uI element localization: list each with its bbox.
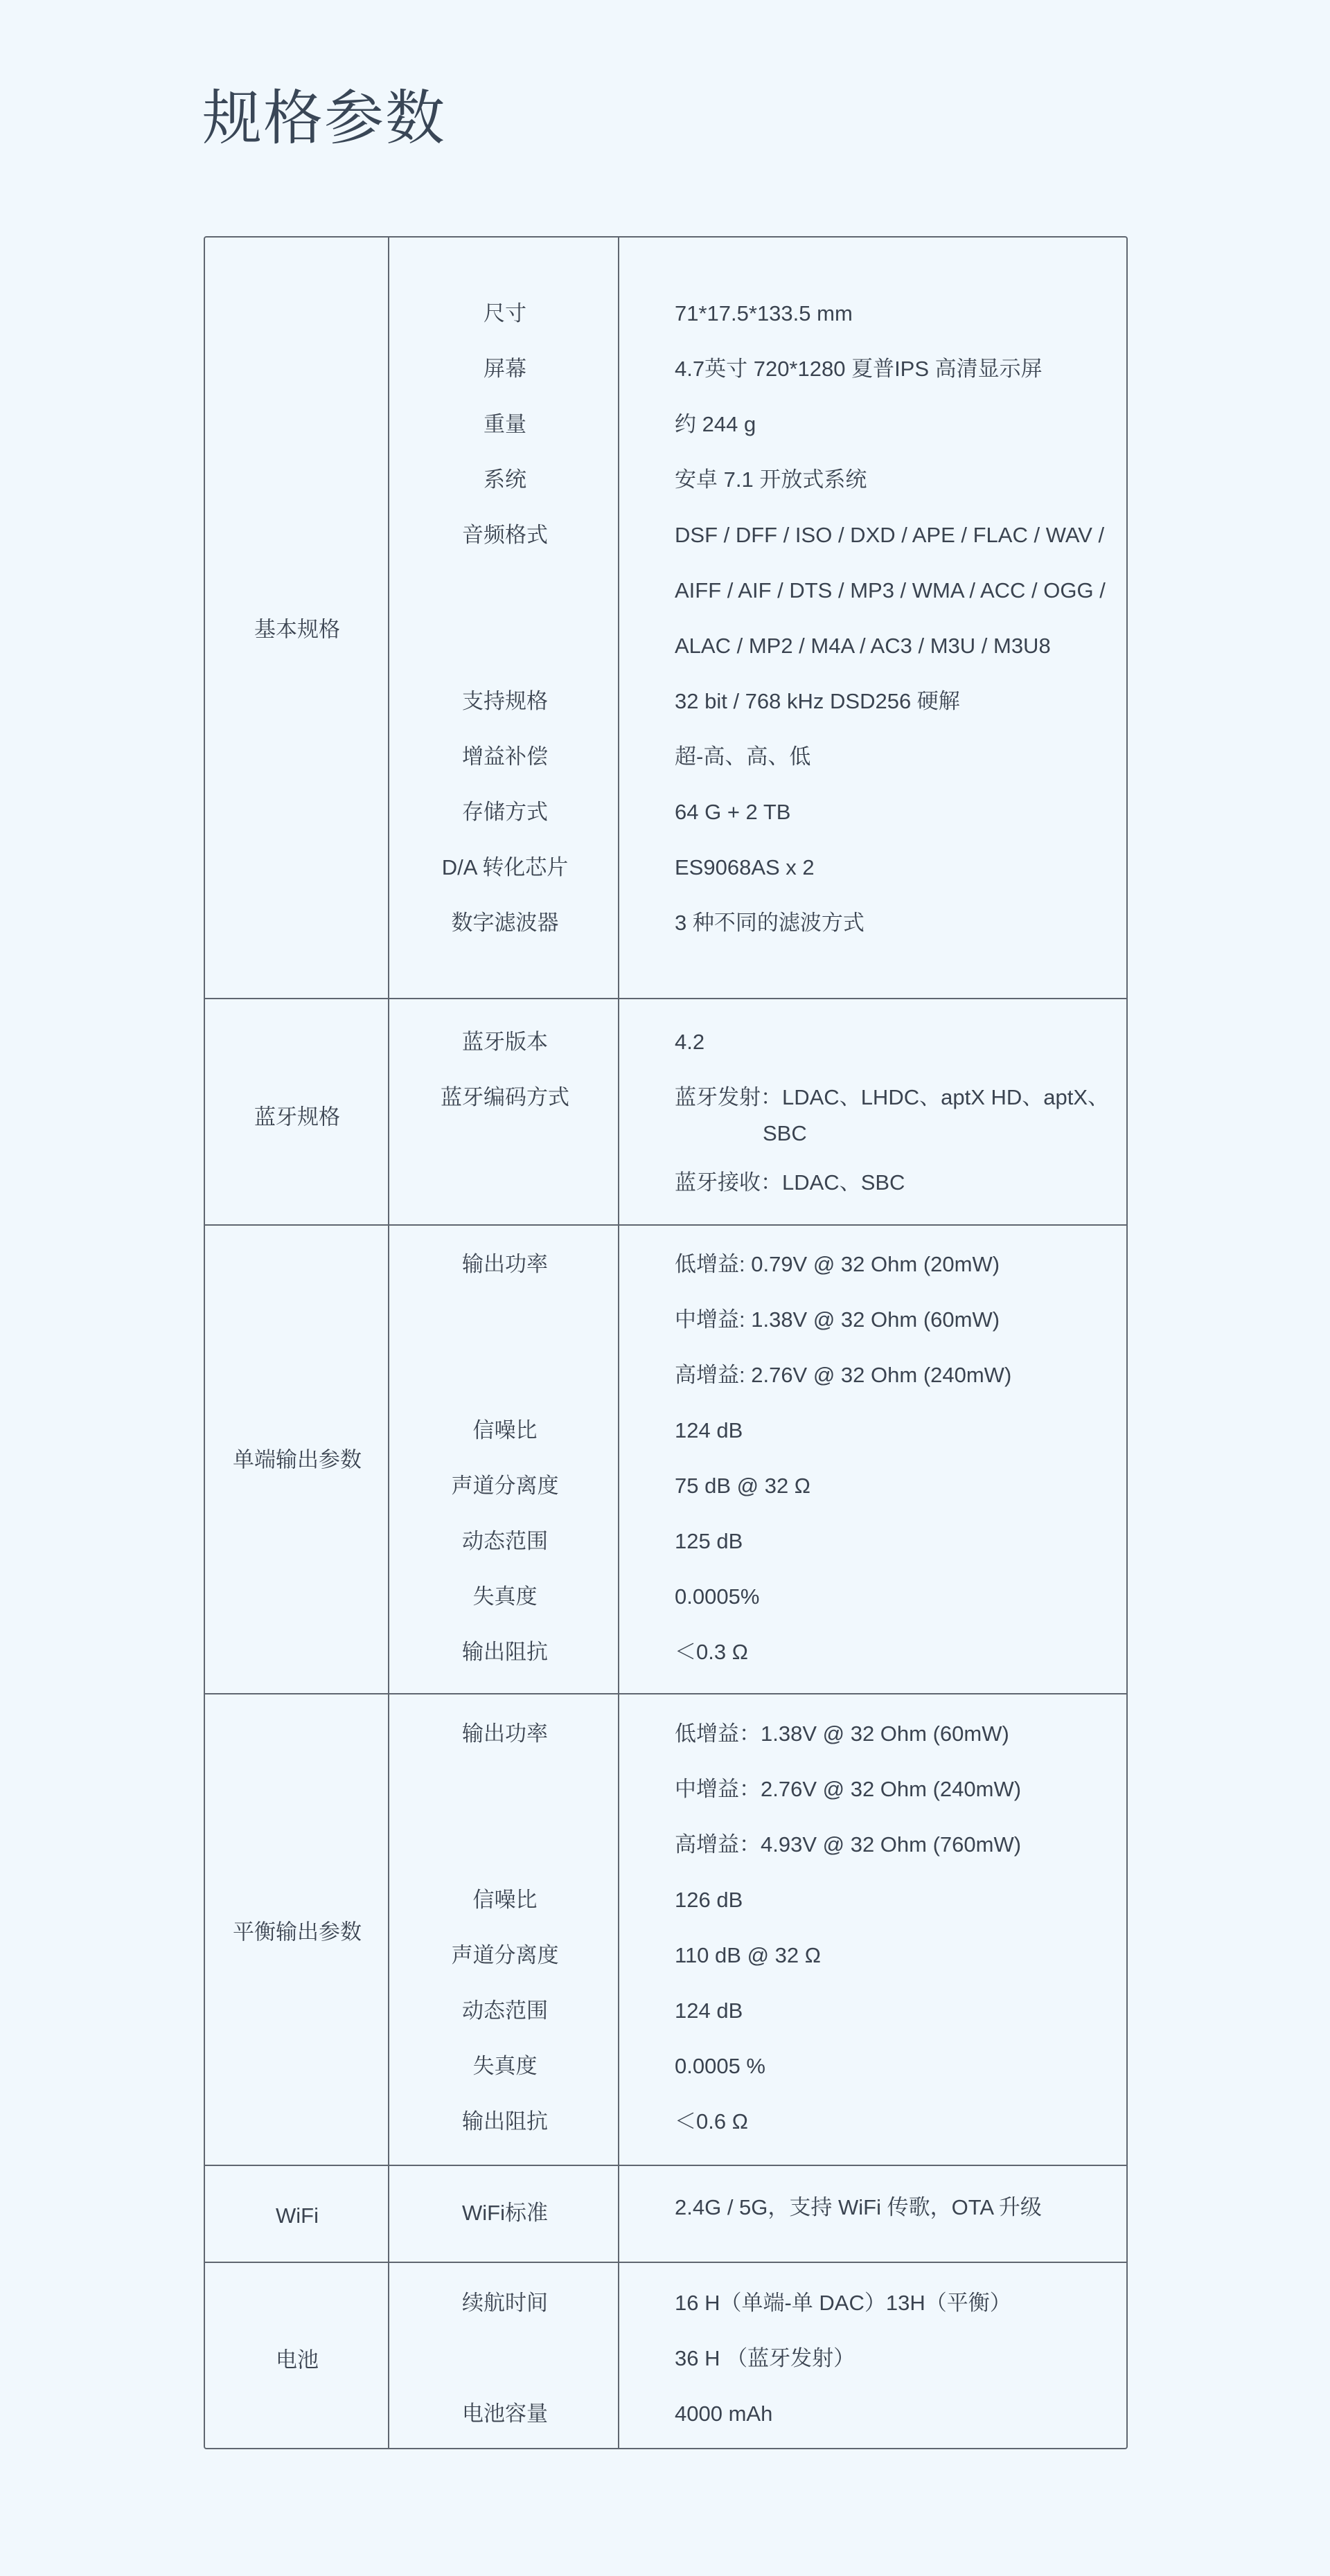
section-divider: [205, 998, 1126, 999]
spec-label: 声道分离度: [451, 1943, 559, 1967]
spec-label: 输出阻抗: [462, 2109, 548, 2134]
column-divider: [388, 238, 389, 2448]
spec-value-wrap: SBC: [763, 1121, 807, 1145]
spec-label: 系统: [484, 467, 526, 492]
spec-value: 124 dB: [675, 1418, 743, 1442]
spec-value: 中增益：2.76V @ 32 Ohm (240mW): [675, 1777, 1022, 1801]
spec-value: 约 244 g: [675, 412, 756, 436]
spec-value: ALAC / MP2 / M4A / AC3 / M3U / M3U8: [675, 634, 1051, 658]
spec-label: 重量: [484, 412, 526, 436]
spec-label: 失真度: [472, 2054, 538, 2078]
spec-label: WiFi标准: [462, 2201, 548, 2225]
spec-label: 失真度: [472, 1584, 538, 1609]
category-balanced: 平衡输出参数: [233, 1920, 362, 1944]
spec-label: 声道分离度: [451, 1474, 559, 1498]
spec-label: 蓝牙版本: [462, 1030, 548, 1054]
spec-value: 71*17.5*133.5 mm: [675, 301, 853, 325]
spec-value: 蓝牙接收：LDAC、SBC: [675, 1170, 905, 1195]
section-divider: [205, 2165, 1126, 2166]
spec-label: 电池容量: [462, 2401, 548, 2426]
spec-value: ＜0.3 Ω: [675, 1640, 748, 1664]
spec-value: ＜0.6 Ω: [675, 2109, 748, 2134]
spec-value: 75 dB @ 32 Ω: [675, 1474, 810, 1498]
spec-value: DSF / DFF / ISO / DXD / APE / FLAC / WAV /: [675, 523, 1105, 547]
spec-value: 125 dB: [675, 1529, 743, 1553]
spec-label: 输出阻抗: [462, 1640, 548, 1664]
spec-value: 110 dB @ 32 Ω: [675, 1943, 821, 1967]
spec-value: 3 种不同的滤波方式: [675, 911, 864, 935]
spec-value: 36 H （蓝牙发射）: [675, 2346, 855, 2370]
spec-value: 32 bit / 768 kHz DSD256 硬解: [675, 689, 960, 713]
spec-label: 信噪比: [472, 1888, 538, 1912]
spec-table: [204, 236, 1128, 2449]
spec-label: 数字滤波器: [451, 911, 559, 935]
spec-value: 126 dB: [675, 1888, 743, 1912]
spec-label: 动态范围: [462, 1998, 548, 2023]
spec-label: 输出功率: [462, 1721, 548, 1746]
spec-value: 64 G + 2 TB: [675, 800, 791, 824]
spec-value: 高增益：4.93V @ 32 Ohm (760mW): [675, 1832, 1022, 1857]
category-single-ended: 单端输出参数: [233, 1447, 362, 1472]
spec-value: 124 dB: [675, 1998, 743, 2023]
spec-value: 0.0005%: [675, 1584, 760, 1609]
spec-value-continued: [675, 1120, 1118, 1147]
spec-label: 输出功率: [462, 1252, 548, 1276]
spec-value: ES9068AS x 2: [675, 855, 815, 879]
spec-label: 续航时间: [462, 2291, 548, 2315]
section-divider: [205, 1224, 1126, 1226]
spec-value: 中增益: 1.38V @ 32 Ohm (60mW): [675, 1307, 1000, 1332]
spec-label: 增益补偿: [462, 744, 548, 769]
category-basic: 基本规格: [254, 617, 340, 642]
category-bluetooth: 蓝牙规格: [254, 1104, 340, 1129]
spec-value: 4000 mAh: [675, 2401, 773, 2426]
spec-label: 支持规格: [462, 689, 548, 713]
spec-value: 4.2: [675, 1030, 705, 1054]
spec-label: 蓝牙编码方式: [441, 1085, 569, 1109]
spec-value: 蓝牙发射：LDAC、LHDC、aptX HD、aptX、: [675, 1085, 1110, 1109]
spec-label: 信噪比: [472, 1418, 538, 1442]
spec-label: 动态范围: [462, 1529, 548, 1553]
spec-label: 尺寸: [484, 301, 526, 325]
section-divider: [205, 1693, 1126, 1694]
spec-value: 低增益：1.38V @ 32 Ohm (60mW): [675, 1721, 1009, 1746]
spec-label: 屏幕: [484, 357, 526, 381]
page-title: 规格参数: [202, 85, 446, 152]
spec-label: D/A 转化芯片: [441, 855, 569, 879]
spec-value: 2.4G / 5G，支持 WiFi 传歌，OTA 升级: [675, 2195, 1042, 2219]
spec-label: 存储方式: [462, 800, 548, 824]
spec-value: 安卓 7.1 开放式系统: [675, 467, 867, 492]
spec-value: 超-高、高、低: [675, 744, 811, 769]
category-wifi: WiFi: [276, 2203, 319, 2228]
spec-value: 高增益: 2.76V @ 32 Ohm (240mW): [675, 1363, 1012, 1387]
spec-value: AIFF / AIF / DTS / MP3 / WMA / ACC / OGG /: [675, 578, 1106, 602]
section-divider: [205, 2262, 1126, 2263]
spec-value: 4.7英寸 720*1280 夏普IPS 高清显示屏: [675, 357, 1043, 381]
category-battery: 电池: [276, 2347, 319, 2372]
spec-value: 0.0005 %: [675, 2054, 765, 2078]
spec-value: 低增益: 0.79V @ 32 Ohm (20mW): [675, 1252, 1000, 1276]
spec-value: 16 H（单端-单 DAC）13H（平衡）: [675, 2291, 1011, 2315]
spec-label: 音频格式: [462, 523, 548, 547]
